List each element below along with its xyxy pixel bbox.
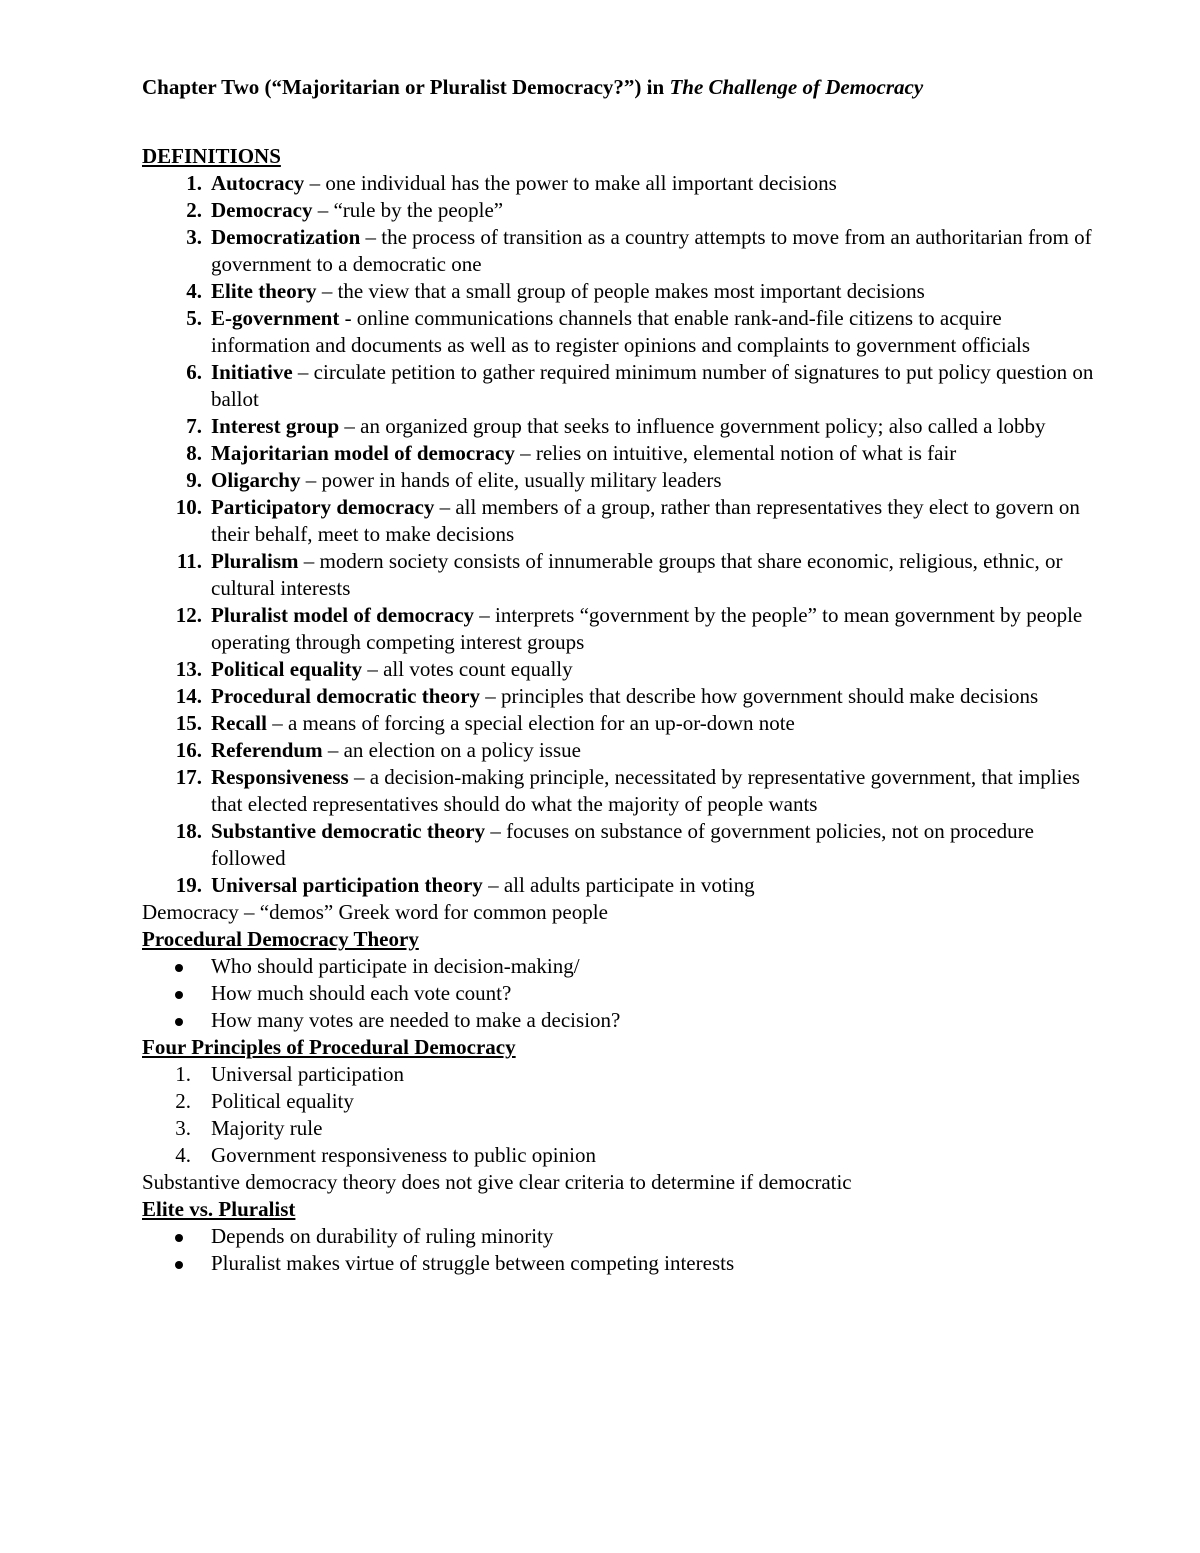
definition-text: – modern society consists of innumerable groups that share economic, religious, ethnic, or cultural interests: [211, 549, 1063, 600]
bullet-item: How many votes are needed to make a decision?: [142, 1007, 1102, 1034]
substantive-note: Substantive democracy theory does not give clear criteria to determine if democratic: [142, 1170, 852, 1194]
definition-text: – power in hands of elite, usually military leaders: [300, 468, 722, 492]
elite-bullet-list: [142, 1223, 1102, 1277]
definition-term: Substantive democratic theory: [211, 819, 486, 843]
definition-term: Elite theory: [211, 279, 317, 303]
definition-text: – a decision-making principle, necessitated by representative government, that implies that elected representatives should do what the majority of people wants: [211, 765, 1080, 816]
definition-text: – the process of transition as a country attempts to move from an authoritarian from of government to a democratic one: [211, 225, 1092, 276]
definition-term: Oligarchy: [211, 468, 301, 492]
definition-item: 19. Universal participation theory – all adults participate in voting: [175, 873, 755, 897]
definition-item: 9. Oligarchy – power in hands of elite, usually military leaders: [186, 468, 722, 492]
bullet-item: Who should participate in decision-making/: [142, 953, 1102, 980]
definition-text: – an election on a policy issue: [322, 738, 581, 762]
definition-item: 7. Interest group – an organized group that seeks to influence government policy; also called a lobby: [186, 414, 1046, 438]
definition-item: 10. Participatory democracy – all members of a group, rather than representatives they elect to govern on their behalf, meet to make decisions: [175, 495, 1080, 546]
procedural-heading: Procedural Democracy Theory: [142, 927, 419, 951]
definition-text: – an organized group that seeks to influence government policy; also called a lobby: [339, 414, 1046, 438]
definition-text: – focuses on substance of government policies, not on procedure followed: [211, 819, 1034, 870]
definition-term: Universal participation theory: [211, 873, 483, 897]
definition-item: 4. Elite theory – the view that a small group of people makes most important decisions: [186, 279, 925, 303]
definition-term: Referendum: [211, 738, 323, 762]
definition-text: – all adults participate in voting: [482, 873, 755, 897]
definition-item: 8. Majoritarian model of democracy – relies on intuitive, elemental notion of what is fair: [186, 441, 957, 465]
definition-item: 16. Referendum – an election on a policy issue: [175, 738, 581, 762]
document-body: [142, 143, 1102, 1277]
principle-item: 3. Majority rule: [175, 1116, 323, 1140]
elite-heading: Elite vs. Pluralist: [142, 1197, 296, 1221]
definition-item: 2. Democracy – “rule by the people”: [186, 198, 504, 222]
bullet-icon: [175, 991, 183, 999]
definition-item: 5. E-government - online communications channels that enable rank-and-file citizens to acquire information and documents as well as to register opinions and complaints to government officials: [186, 306, 1031, 357]
definition-term: Recall: [211, 711, 267, 735]
definition-item: 18. Substantive democratic theory – focuses on substance of government policies, not on procedure followed: [175, 819, 1034, 870]
bullet-icon: [175, 1234, 183, 1242]
definition-item: 15. Recall – a means of forcing a special election for an up-or-down note: [175, 711, 795, 735]
definition-text: - online communications channels that enable rank-and-file citizens to acquire information and documents as well as to register opinions and complaints to government officials: [211, 306, 1031, 357]
book-title: The Challenge of Democracy: [669, 75, 924, 99]
definition-text: – interprets “government by the people” to mean government by people operating through competing interest groups: [211, 603, 1083, 654]
definition-item: 3. Democratization – the process of transition as a country attempts to move from an authoritarian from of government to a democratic one: [186, 225, 1092, 276]
definition-term: Interest group: [211, 414, 340, 438]
title-prefix: Chapter Two (“Majoritarian or Pluralist Democracy?”) in: [142, 75, 670, 99]
definition-term: Procedural democratic theory: [211, 684, 481, 708]
definition-text: – principles that describe how government should make decisions: [480, 684, 1039, 708]
bullet-item: Pluralist makes virtue of struggle between competing interests: [142, 1250, 1102, 1277]
definition-item: 14. Procedural democratic theory – principles that describe how government should make decisions: [175, 684, 1039, 708]
principles-list: [142, 1061, 1102, 1169]
definition-text: – one individual has the power to make all important decisions: [304, 171, 837, 195]
principle-item: 1. Universal participation: [175, 1062, 405, 1086]
bullet-icon: [175, 1261, 183, 1269]
definition-term: Participatory democracy: [211, 495, 435, 519]
definition-term: E-government: [211, 306, 340, 330]
definition-term: Responsiveness: [211, 765, 349, 789]
principle-item: 4. Government responsiveness to public opinion: [175, 1143, 596, 1167]
bullet-icon: [175, 964, 183, 972]
definitions-list: [142, 170, 1102, 899]
principles-heading: Four Principles of Procedural Democracy: [142, 1035, 516, 1059]
definition-text: – all votes count equally: [362, 657, 573, 681]
definition-term: Democracy: [211, 198, 313, 222]
definition-text: – a means of forcing a special election for an up-or-down note: [266, 711, 795, 735]
page-title: [142, 74, 1142, 100]
definition-item: 17. Responsiveness – a decision-making principle, necessitated by representative government, that implies that elected representatives should do what the majority of people wants: [175, 765, 1080, 816]
definition-term: Democratization: [211, 225, 361, 249]
definition-term: Majoritarian model of democracy: [211, 441, 515, 465]
definition-term: Initiative: [211, 360, 293, 384]
procedural-bullet-list: [142, 953, 1102, 1034]
definition-term: Pluralist model of democracy: [211, 603, 475, 627]
definition-text: – the view that a small group of people makes most important decisions: [316, 279, 925, 303]
definition-text: – circulate petition to gather required minimum number of signatures to put policy question on ballot: [211, 360, 1094, 411]
definition-item: 11. Pluralism – modern society consists of innumerable groups that share economic, religious, ethnic, or cultural interests: [176, 549, 1063, 600]
bullet-item: How much should each vote count?: [142, 980, 1102, 1007]
definition-item: 13. Political equality – all votes count equally: [175, 657, 573, 681]
principle-item: 2. Political equality: [175, 1089, 354, 1113]
definition-item: 1. Autocracy – one individual has the power to make all important decisions: [186, 171, 837, 195]
definitions-heading: DEFINITIONS: [142, 144, 281, 168]
definition-term: Pluralism: [211, 549, 299, 573]
definition-text: – relies on intuitive, elemental notion of what is fair: [514, 441, 957, 465]
definition-item: 12. Pluralist model of democracy – interprets “government by the people” to mean government by people operating through competing interest groups: [175, 603, 1083, 654]
definition-text: – “rule by the people”: [312, 198, 504, 222]
democracy-note: Democracy – “demos” Greek word for common people: [142, 900, 608, 924]
bullet-icon: [175, 1018, 183, 1026]
bullet-item: Depends on durability of ruling minority: [142, 1223, 1102, 1250]
definition-text: – all members of a group, rather than representatives they elect to govern on their behalf, meet to make decisions: [211, 495, 1080, 546]
definition-item: 6. Initiative – circulate petition to gather required minimum number of signatures to put policy question on ballot: [186, 360, 1094, 411]
definition-term: Autocracy: [211, 171, 305, 195]
definition-term: Political equality: [211, 657, 363, 681]
